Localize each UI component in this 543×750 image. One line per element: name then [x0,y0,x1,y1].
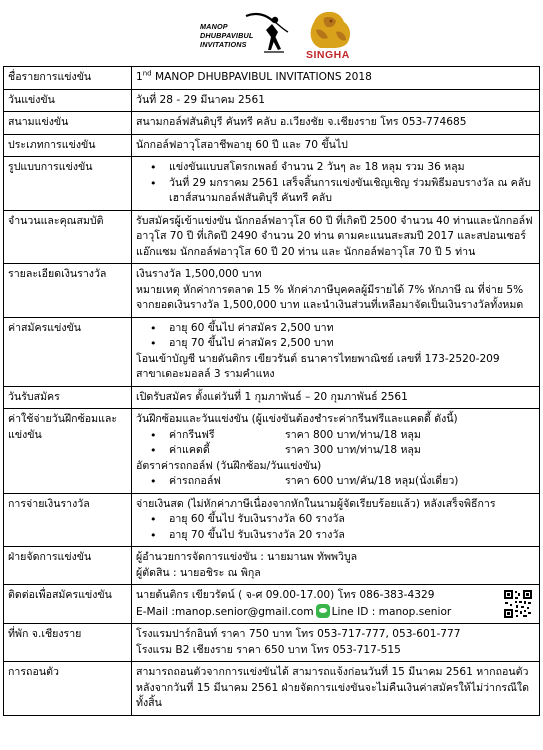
practice-intro: วันฝึกซ้อมและวันแข่งขัน (ผู้แข่งขันต้องชำระค่ากรีนฟรีและแคดดี้ ดังนี้) [136,413,458,425]
label-practice-costs-line-1: ค่าใช้จ่ายวันฝึกซ้อมและ [8,413,118,425]
fee-name: ค่ากรีนฟรี [169,428,215,441]
payout-list [136,512,535,543]
value-hotel [132,624,540,662]
contact-line-id: Line ID : manop.senior [331,605,452,618]
fee-price: ราคา 600 บาท/คัน/18 หลุม(นั่งเดี่ยว) [285,475,459,487]
fee-price: ราคา 300 บาท/ท่าน/18 หลุม [285,444,421,456]
contact-email[interactable]: E-Mail :manop.senior@gmail.com [136,605,314,618]
organizer-director: ผู้อำนวยการจัดการแข่งขัน : นายมานพ ทัพพวิบูล [136,551,358,563]
qr-code-icon [503,589,533,619]
row-format [4,157,540,211]
hotel-1: โรงแรมปาร์กอินท์ ราคา 750 บาท โทร 053-717-777, 053-601-777 [136,628,461,640]
row-hotel [4,624,540,662]
label-organizer: ฝ่ายจัดการแข่งขัน [4,547,132,585]
label-fee: ค่าสมัครแข่งขัน [4,317,132,386]
cart-fee-list [136,474,535,490]
row-tournament-name [4,67,540,90]
label-date: วันแข่งขัน [4,89,132,112]
label-practice-costs [4,409,132,494]
label-practice-costs-line-2: แข่งขัน [8,428,42,441]
list-item: • อายุ 60 ขึ้นไป ค่าสมัคร 2,500 บาท [169,321,535,337]
label-withdrawal: การถอนตัว [4,662,132,716]
value-prize [132,264,540,318]
value-payout [132,493,540,547]
label-prize: รายละเอียดเงินรางวัล [4,264,132,318]
row-organizer [4,547,540,585]
row-date [4,89,540,112]
value-registration-date: เปิดรับสมัคร ตั้งแต่วันที่ 1 กุมภาพันธ์ – 20 กุมภาพันธ์ 2561 [132,386,540,409]
list-item: • อายุ 70 ขึ้นไป รับเงินรางวัล 20 รางวัล [169,528,535,544]
row-fee [4,317,540,386]
value-withdrawal: สามารถถอนตัวจากการแข่งขันได้ สามารถแจ้งก่อนวันที่ 15 มีนาคม 2561 หากถอนตัวหลังจากวันที่ 15 มีนาคม 2561 ฝ่ายจัดการแข่งขันจะไม่คืนเงินค่าสมัครให้ไม่ว่ากรณีใดทั้งสิ้น [132,662,540,716]
row-withdrawal [4,662,540,716]
row-contact [4,585,540,624]
line-app-icon [316,604,330,618]
value-contact [132,585,540,624]
label-venue: สนามแข่งขัน [4,112,132,135]
manop-logo-line-3: INVITATIONS [200,40,247,49]
format-list [136,160,535,207]
label-hotel: ที่พัก จ.เชียงราย [4,624,132,662]
row-practice-costs [4,409,540,494]
label-contact: ติดต่อเพื่อสมัครแข่งขัน [4,585,132,624]
row-type [4,134,540,157]
list-item: • อายุ 70 ขึ้นไป ค่าสมัคร 2,500 บาท [169,336,535,352]
value-practice-costs [132,409,540,494]
list-item [169,443,535,459]
value-date: วันที่ 28 - 29 มีนาคม 2561 [132,89,540,112]
label-quota: จำนวนและคุณสมบัติ [4,210,132,264]
list-item: • อายุ 60 ขึ้นไป รับเงินรางวัล 60 รางวัล [169,512,535,528]
header [0,0,543,62]
prize-amount: เงินรางวัล 1,500,000 บาท [136,268,262,280]
row-payout [4,493,540,547]
label-payout: การจ่ายเงินรางวัล [4,493,132,547]
contact-online [136,604,535,621]
list-item [169,428,535,444]
hotel-2: โรงแรม B2 เชียงราย ราคา 650 บาท โทร 053-717-515 [136,643,401,656]
manop-logo-line-2: DHUBPAVIBUL [200,31,254,40]
bank-branch: สาขาเดอะมอลล์ 3 รามคำแหง [136,368,275,380]
value-format [132,157,540,211]
label-registration-date: วันรับสมัคร [4,386,132,409]
bank-account: โอนเข้าบัญชี นายดันติกร เขียวรันต์ ธนาคารไทยพาณิชย์ เลขที่ 173-2520-209 [136,352,500,365]
tournament-info-table [3,66,540,716]
value-venue: สนามกอล์ฟสันติบุรี คันทรี คลับ อ.เวียงชัย จ.เชียงราย โทร 053-774685 [132,112,540,135]
manop-logo [200,10,295,60]
singha-logo-text: SINGHA [306,49,350,61]
payout-intro: จ่ายเงินสด (ไม่หักค่าภาษีเนื่องจากหักในนามผู้จัดเรียบร้อยแล้ว) หลังเสร็จพิธีการ [136,497,496,510]
organizer-referee: ผู้ตัดสิน : นายอชิระ ณ พิกุล [136,566,261,579]
list-item: • วันที่ 29 มกราคม 2561 เสร็จสิ้นการแข่งขันเชิญเชิญ ร่วมพิธีมอบรางวัล ณ คลับเฮาส์สนามกอล์ฟสันติบุรี คันทรี คลับ [169,176,535,207]
value-fee [132,317,540,386]
contact-person: นายต้นติกร เขียวรัตน์ ( จ-ศ 09.00-17.00) โทร 086-383-4329 [136,589,435,601]
label-type: ประเภทการแข่งขัน [4,134,132,157]
label-tournament-name: ชื่อรายการแข่งขัน [4,67,132,90]
value-organizer [132,547,540,585]
list-item: • แข่งขันแบบสโตรกเพลย์ จำนวน 2 วันๆ ละ 18 หลุม รวม 36 หลุม [169,160,535,176]
singha-logo [302,8,358,62]
list-item [169,474,535,490]
fee-name: ค่ารถกอล์ฟ [169,475,221,487]
row-prize [4,264,540,318]
fee-name: ค่าแคดดี้ [169,444,210,456]
row-venue [4,112,540,135]
fee-list [136,321,535,352]
cart-intro: อัตราค่ารถกอล์ฟ (วันฝึกซ้อม/วันแข่งขัน) [136,459,322,472]
fee-price: ราคา 800 บาท/ท่าน/18 หลุม [285,428,421,441]
tournament-ordinal-suffix: nd [142,69,152,78]
tournament-ordinal: 1 [136,71,143,83]
golfer-silhouette-icon [244,10,294,60]
row-quota [4,210,540,264]
manop-logo-line-1: MANOP [200,22,228,31]
value-type: นักกอล์ฟอาวุโสอาชีพอายุ 60 ปี และ 70 ขึ้นไป [132,134,540,157]
row-registration-date [4,386,540,409]
singha-lion-icon [302,8,358,52]
label-format: รูปแบบการแข่งขัน [4,157,132,211]
prize-note: หมายเหตุ หักค่าการตลาด 15 % หักค่าภาษีบุคคลผู้มีรายได้ 7% หักภาษี ณ ที่จ่าย 5% จากยอดเงินรางวัล 1,500,000 บาท และนำเงินส่วนที่เหลือมาจัดเป็นเงินรางวัลทั้งหมด [136,283,524,311]
practice-fee-list [136,428,535,459]
tournament-name-text: MANOP DHUBPAVIBUL INVITATIONS 2018 [151,71,372,83]
value-tournament-name [132,67,540,90]
value-quota: รับสมัครผู้เข้าแข่งขัน นักกอล์ฟอาวุโส 60 ปี ที่เกิดปี 2500 จำนวน 40 ท่านและนักกอล์ฟอาวุโส 70 ปี ที่เกิดปี 2490 จำนวน 20 ท่าน ตามคะแนนสะสมปี 2017 และสปอนเซอร์แอ๊กแซม นักกอล์ฟอาวุโส 60 ปี 20 ท่าน และ นักกอล์ฟอาวุโส 70 ปี 5 ท่าน [132,210,540,264]
